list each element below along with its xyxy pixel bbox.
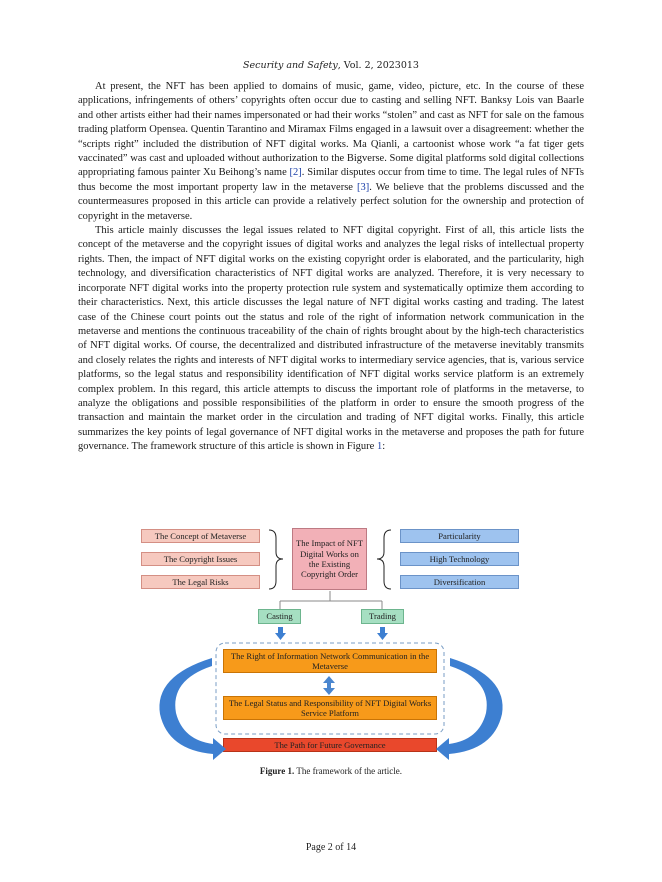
- double-arrow-icon: [323, 676, 335, 695]
- right-brace: [377, 530, 391, 589]
- box-concept-of-metaverse: The Concept of Metaverse: [141, 529, 260, 543]
- box-impact-of-nft: The Impact of NFT Digital Works on the Existing Copyright Order: [292, 528, 367, 590]
- box-right-of-information: The Right of Information Network Communication in the Metaverse: [223, 649, 437, 673]
- caption-text: The framework of the article.: [294, 766, 403, 776]
- framework-figure: [0, 518, 662, 768]
- caption-label: Figure 1.: [259, 766, 295, 776]
- figure-caption: [0, 766, 662, 776]
- citation-link[interactable]: [2]: [289, 167, 302, 179]
- body-text: [78, 80, 584, 455]
- box-legal-status: The Legal Status and Responsibility of NFT Digital Works Service Platform: [223, 696, 437, 720]
- running-header: [0, 60, 662, 71]
- figure-connectors: [0, 518, 662, 768]
- down-arrow-icon: [275, 627, 286, 640]
- journal-volume: , Vol. 2, 2023013: [337, 60, 419, 71]
- box-particularity: Particularity: [400, 529, 519, 543]
- right-curved-arrow-icon: [436, 658, 503, 760]
- citation-link[interactable]: [3]: [357, 181, 370, 193]
- box-diversification: Diversification: [400, 575, 519, 589]
- page-number: Page 2 of 14: [305, 842, 357, 853]
- figure-link[interactable]: 1: [376, 441, 383, 453]
- box-legal-risks: The Legal Risks: [141, 575, 260, 589]
- left-brace: [269, 530, 283, 589]
- paragraph-2: This article mainly discusses the legal issues related to NFT digital copyright. First of all, this article lists the concept of the metaverse and the copyright issues of digital works and analyzes the legal risks of intellectual property rights. Then, the impact of NFT digital works on the existing copyright order is elaborated, and the particularity, high technology, and diversification characteristics of NFT digital works are analyzed. Therefore, it is very necessary to incorporate NFT digital works into the property protection rule system and systematically optimize them according to their characteristics. Next, this article discusses the legal nature of NFT digital works casting and trading. The latest case of the Chinese court points out the status and role of the right of information network communication in the metaverse and mentions the continuous traceability of the chain of rights brought about by the high-tech characteristics of NFT digital works. Of course, the decentralized and distributed infrastructure of the metaverse inevitably transmits and closely relates the rights and interests of NFT digital works to intermediary service agencies, that is, various service platforms, so the legal status and responsibility identification of NFT digital works service platform is an extremely complex problem. In this regard, this article attempts to discuss the important role of platforms in the metaverse, to analyze the obligations and possible responsibilities of the platform in order to ensure the smooth progress of the transaction and maintain the market order in the circulation and trading of NFT digital works. Finally, this article summarizes the key points of legal governance of NFT digital works in the metaverse and proposes the path for future governance. The framework structure of this article is shown in Figure 1:: [78, 225, 584, 453]
- down-arrow-icon: [377, 627, 388, 640]
- paragraph-1: At present, the NFT has been applied to domains of music, game, video, picture, etc. In the course of these applications, infringements of others’ copyrights often occur due to casting and selling NFT. Banksy Lois van Baarle and other artists either had their names impersonated or had their works “stolen” and cast as NFT for sale on the famous trading platform Opensea. Quentin Tarantino and Miramax Films engaged in a lawsuit over a disagreement: whether the “scripts right” included the distribution of NFT digital works. Ma Qianli, a cartoonist whose work “a fat tiger gets vaccinated” was cast and uploaded without authorization to the Bigverse. Some digital platforms sold digital collections appropriating famous painter Xu Beihong’s name [2]. Similar disputes occur from time to time. The legal rules of NFTs thus become the most important property law in the metaverse [3]. We believe that the problems discussed and the countermeasures proposed in this article can provide a relatively perfect solution for the ownership and protection of copyright in the metaverse.: [78, 81, 584, 222]
- box-trading: Trading: [361, 609, 404, 624]
- box-copyright-issues: The Copyright Issues: [141, 552, 260, 566]
- left-curved-arrow-icon: [159, 658, 226, 760]
- box-future-governance: The Path for Future Governance: [223, 738, 437, 752]
- box-casting: Casting: [258, 609, 301, 624]
- box-high-technology: High Technology: [400, 552, 519, 566]
- journal-name: Security and Safety: [243, 60, 338, 71]
